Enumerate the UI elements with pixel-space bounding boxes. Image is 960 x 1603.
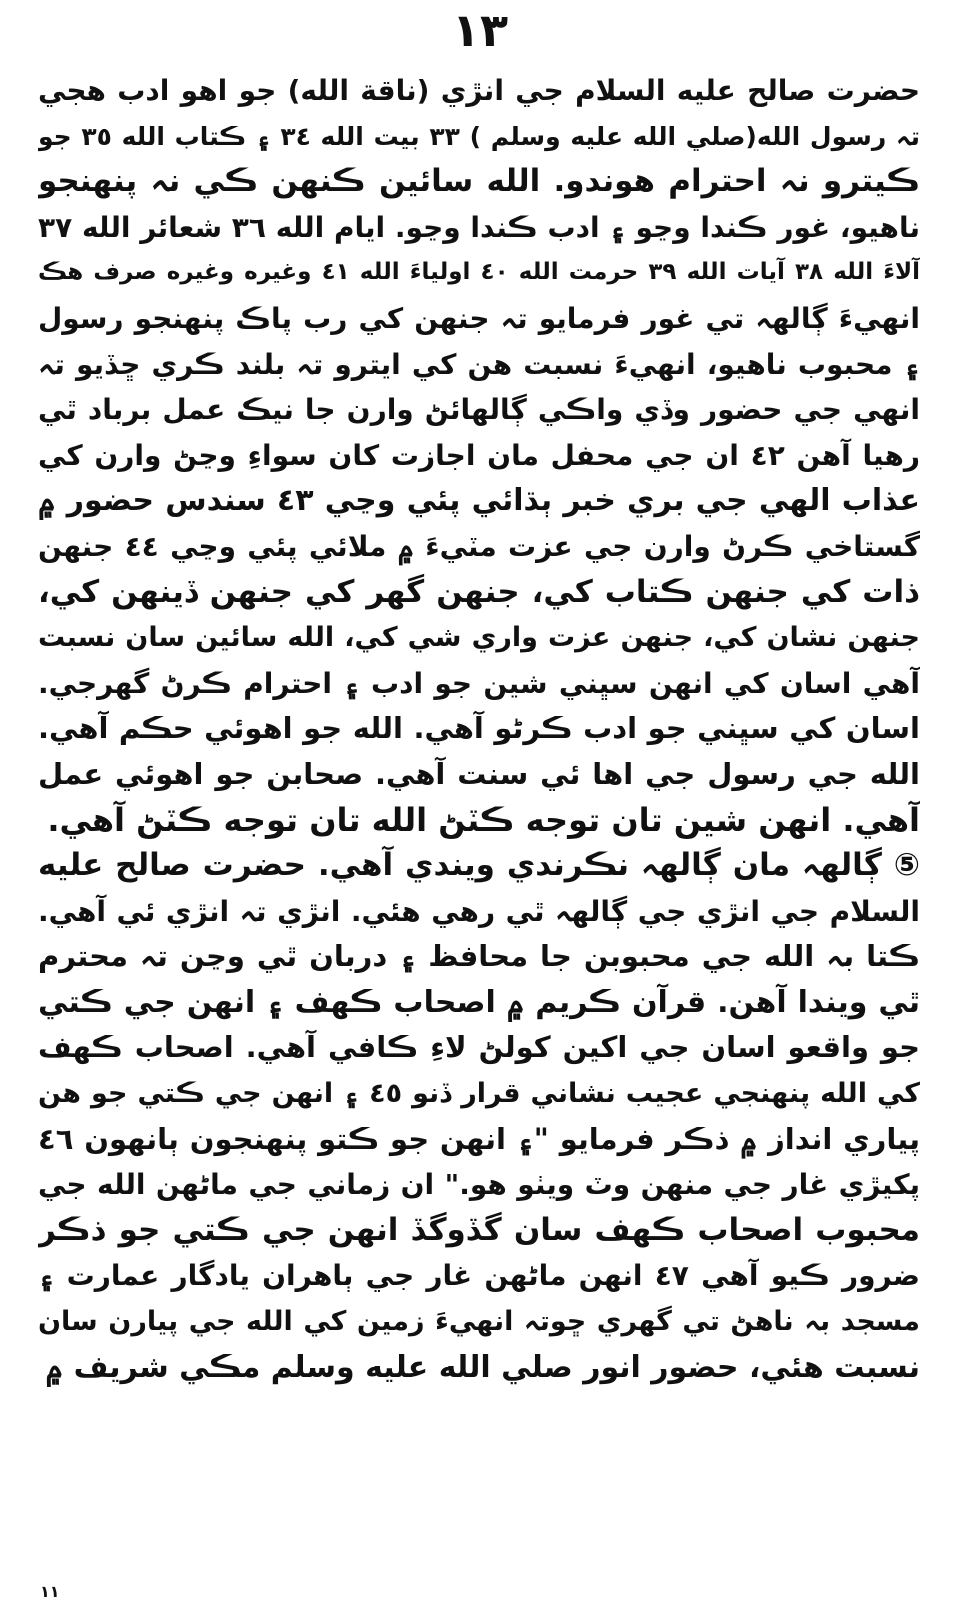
text-line: اسان کي سڀني جو ادب ڪرڻو آهي. الله جو اهوئي حڪم آهي. [38,711,920,746]
text-line: السلام جي انڙي جي ڳالهہ ٿي رهي هئي. انڙي تہ انڙي ئي آهي. [38,894,920,928]
text-line: پکيڙي غار جي منهن وٽ ويٺو هو." ان زماني جي ماڻهن الله جي [38,1168,920,1202]
text-line: کي الله پنهنجي عجيب نشاني قرار ڏنو ٤٥ ۽ انهن جي ڪتي جو هن [38,1078,920,1110]
text-line: آهي اسان کي انهن سڀني شين جو ادب ۽ احترام ڪرڻ گهرجي. [38,666,920,700]
page-number: ١٣ [451,3,509,57]
text-line: عذاب الهي جي بري خبر ٻڌائي پئي وڃي ٤٣ سندس حضور ۾ [38,483,920,519]
body-text [38,68,920,1390]
text-line: ٿي ويندا آهن. قرآن ڪريم ۾ اصحاب ڪهف ۽ انهن جي ڪتي [38,984,920,1020]
text-line: پياري انداز ۾ ذڪر فرمايو "۽ انهن جو ڪتو پنهنجون ٻانهون ٤٦ [38,1121,920,1156]
text-line: ناهيو، غور ڪندا وڃو ۽ ادب ڪندا وڃو. ايام الله ٣٦ شعائر الله ٣٧ [38,210,920,244]
text-line: رهيا آهن ٤٢ ان جي محفل مان اجازت کان سواءِ وڃڻ وارن کي [38,438,920,472]
text-line: ۽ محبوب ناهيو، انهيءَ نسبت هن کي ايترو تہ بلند ڪري ڇڏيو تہ [38,347,920,381]
text-line: ضرور ڪيو آهي ٤٧ انهن ماڻهن غار جي ٻاهران يادگار عمارت ۽ [38,1259,920,1293]
text-line: ⑤ ڳالهہ مان ڳالهہ نڪرندي ويندي آهي. حضرت صالح عليه [38,847,920,884]
text-line: آلاءَ الله ٣٨ آيات الله ٣٩ حرمت الله ٤٠ اولياءَ الله ٤١ وغيره وغيره صرف هڪ [38,259,920,286]
text-line: گستاخي ڪرڻ وارن جي عزت مٽيءَ ۾ ملائي پئي وڃي ٤٤ جنهن [38,529,920,563]
text-line: ڪيترو نہ احترام هوندو. الله سائين ڪنهن ڪي نہ پنهنجو [38,163,920,200]
text-line: آهي. انهن شين تان توجه ڪٽڻ الله تان توجه ڪٽڻ آهي. [47,800,920,839]
text-line: محبوب اصحاب ڪهف سان گڏوگڏ انهن جي ڪتي جو ذڪر [38,1211,920,1248]
text-line: نسبت هئي، حضور انور صلي الله عليه وسلم مڪي شريف ۾ [45,1349,920,1385]
text-line: جو واقعو اسان جي اکين کولڻ لاءِ ڪافي آهي. اصحاب ڪهف [38,1030,920,1065]
text-line: جنهن نشان کي، جنهن عزت واري شي کي، الله سائين سان نسبت [38,622,920,654]
text-line: حضرت صالح عليه السلام جي انڙي (ناقة الله) جو اهو ادب هجي [38,74,920,107]
text-line: ڪتا بہ الله جي محبوبن جا محافظ ۽ دربان ٿي وڃن تہ محترم [38,939,920,974]
text-line: مسجد بہ ناهڻ تي گهري ڇوتہ انهيءَ زمين کي الله جي پيارن سان [38,1306,920,1338]
text-line: الله جي رسول جي اها ئي سنت آهي. صحابن جو اهوئي عمل [38,756,920,791]
footnote-marker: ١١ [40,1582,60,1601]
text-line: ذات کي جنهن ڪتاب کي، جنهن گهر کي جنهن ڏينهن کي، [38,573,920,610]
text-line: انهي جي حضور وڏي واڪي ڳالهائڻ وارن جا نيڪ عمل برباد ٿي [38,393,920,427]
text-line: انهيءَ ڳالهہ تي غور فرمايو تہ جنهن کي رب پاڪ پنهنجو رسول [38,301,920,335]
text-line: تہ رسول الله(صلي الله عليه وسلم ) ٣٣ بيت الله ٣٤ ۽ ڪتاب الله ٣٥ جو [38,121,920,151]
